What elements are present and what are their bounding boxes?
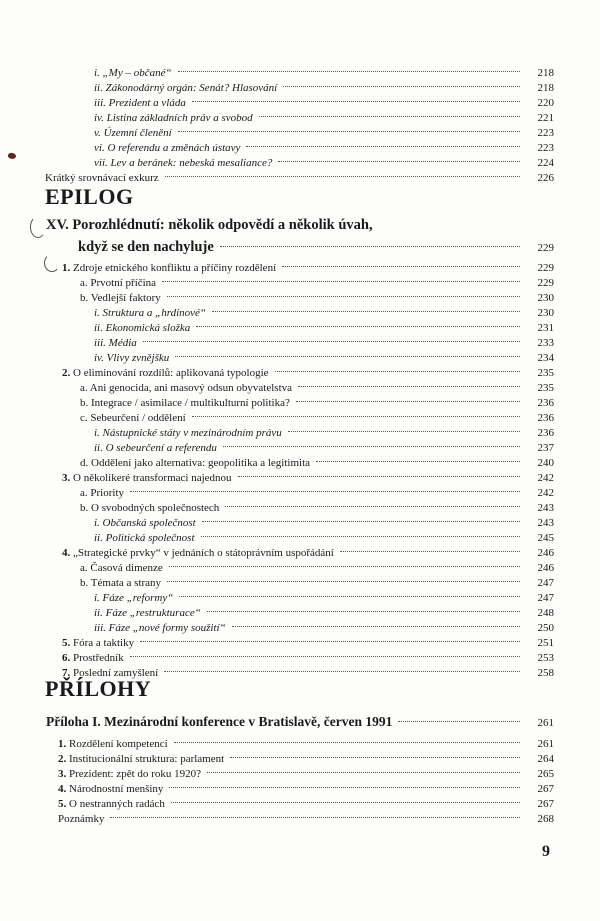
toc-entry-title: „Strategické prvky“ v jednáních o státoprávním uspořádání (73, 547, 334, 559)
toc-entry-page: 246 (537, 547, 554, 559)
dot-leader (169, 772, 520, 788)
toc-entry-page: 229 (537, 262, 554, 274)
toc-entry-page: 268 (537, 813, 554, 825)
toc-entry-number: 5. (58, 798, 67, 810)
toc-entry-number: 3. (62, 472, 71, 484)
toc-entry-title: Prostředník (73, 652, 124, 664)
dot-leader (130, 476, 520, 492)
annex-title (0, 710, 600, 728)
toc-entry-page: 237 (537, 442, 554, 454)
toc-entry-label (58, 812, 104, 827)
toc-entry-title: Krátký srovnávací exkurz (45, 172, 159, 184)
toc-entry-title: ii. O sebeurčení a referendu (94, 442, 217, 454)
toc-entry-title: Zdroje etnického konfliktu a příčiny rozdělení (73, 262, 277, 274)
dot-leader (192, 401, 520, 417)
toc-entry-page: 242 (537, 472, 554, 484)
toc-entry-page: 235 (537, 382, 554, 394)
toc-entry-page: 234 (537, 352, 554, 364)
toc-entry-page: 221 (537, 112, 554, 124)
toc-entry-title: iii. Prezident a vláda (94, 97, 186, 109)
toc-entry-page: 230 (537, 307, 554, 319)
toc-entry-title: vii. Lev a beránek: nebeská mesaliance? (94, 157, 273, 169)
toc-entry-page: 226 (537, 172, 554, 184)
dot-leader (167, 281, 520, 297)
toc-entry-number: 4. (58, 783, 67, 795)
toc-entry-page: 264 (537, 753, 554, 765)
toc-entry-page: 233 (537, 337, 554, 349)
toc-entry-page: 229 (537, 277, 554, 289)
dot-leader (164, 656, 520, 672)
pencil-circle-mark (44, 254, 60, 272)
toc-entry-title: Rozdělení kompetencí (69, 738, 168, 750)
dot-leader (178, 56, 520, 72)
toc-entry-page: 261 (537, 717, 554, 729)
toc-entry-title: Poslední zamyšlení (73, 667, 159, 679)
toc-entry (0, 165, 600, 184)
toc-entry-page: 235 (537, 367, 554, 379)
toc-entry-page: 236 (537, 412, 554, 424)
toc-entry-title: i. Struktura a „hrdinové“ (94, 307, 207, 319)
dot-leader (283, 71, 520, 87)
toc-entry-page: 236 (537, 427, 554, 439)
toc-entry-page: 265 (537, 768, 554, 780)
dot-leader (179, 581, 520, 597)
toc-entry-page: 267 (537, 783, 554, 795)
toc-entry-page: 253 (537, 652, 554, 664)
toc-entry-title: a. Ani genocida, ani masový odsun obyvatelstva (80, 382, 293, 394)
dot-leader (192, 86, 520, 102)
page-number: 9 (542, 843, 550, 860)
dot-leader (230, 742, 520, 758)
toc-entry-number: 1. (62, 262, 71, 274)
toc-entry-title: i. Nástupnické státy v mezinárodním právu (94, 427, 282, 439)
toc-entry-title: v. Územní členění (94, 127, 172, 139)
toc-entry-title: b. Témata a strany (80, 577, 162, 589)
dot-leader (174, 727, 520, 743)
toc-entry-page: 267 (537, 798, 554, 810)
toc-entry-page: 220 (537, 97, 554, 109)
dot-leader (340, 536, 520, 552)
toc-entry-title: b. Integrace / asimilace / multikulturní politika? (80, 397, 290, 409)
toc-entry-page: 218 (537, 67, 554, 79)
chapter-title-line2: když se den nachyluje (78, 239, 214, 255)
toc-entry-title: O několikeré transformaci najednou (73, 472, 232, 484)
toc-entry (0, 806, 600, 825)
toc-entry-title: ii. Politická společnost (94, 532, 195, 544)
toc-entry-title: iii. Média (94, 337, 137, 349)
dot-leader (162, 266, 520, 282)
toc-entry-title: i. Občanská společnost (94, 517, 196, 529)
toc-entry-title: iv. Vlivy zvnějšku (94, 352, 170, 364)
dot-leader (110, 802, 520, 818)
toc-entry (0, 660, 600, 679)
dot-leader (140, 626, 520, 642)
toc-entry-title: iii. Fáze „nové formy soužití“ (94, 622, 226, 634)
toc-entry-title: b. O svobodných společnostech (80, 502, 220, 514)
dot-leader (201, 521, 520, 537)
toc-entry-title: Institucionální struktura: parlament (69, 753, 225, 765)
dot-leader (167, 566, 520, 582)
toc-entry-title: iv. Listina základních práv a svobod (94, 112, 253, 124)
toc-entry-title: b. Vedlejší faktory (80, 292, 161, 304)
toc-entry-page: 261 (537, 738, 554, 750)
toc-entry-number: 2. (62, 367, 71, 379)
section-heading-epilog: EPILOG (45, 184, 134, 209)
toc-entry-title: ii. Ekonomická složka (94, 322, 191, 334)
toc-entry-title: a. Časová dimenze (80, 562, 163, 574)
toc-entry-title: a. Priority (80, 487, 124, 499)
dot-leader (207, 757, 520, 773)
toc-entry-page: 245 (537, 532, 554, 544)
dot-leader (275, 356, 520, 372)
toc-entry-title: a. Prvotní příčina (80, 277, 157, 289)
dot-leader (232, 611, 520, 627)
toc-entry-number: 5. (62, 637, 71, 649)
dot-leader (143, 326, 520, 342)
toc-entry-title: O nestranných radách (69, 798, 165, 810)
dot-leader (207, 596, 520, 612)
dot-leader (225, 491, 520, 507)
dot-leader (178, 116, 520, 132)
toc-entry-page: 229 (537, 242, 554, 254)
pencil-circle-mark (30, 216, 46, 238)
toc-entry-page: 247 (537, 592, 554, 604)
toc-entry-page: 223 (537, 127, 554, 139)
toc-entry-page: 236 (537, 397, 554, 409)
dot-leader (238, 461, 520, 477)
toc-entry-number: 3. (58, 768, 67, 780)
toc-entry-page: 231 (537, 322, 554, 334)
toc-entry-page: 218 (537, 82, 554, 94)
toc-entry-page: 224 (537, 157, 554, 169)
toc-entry-number: 1. (58, 738, 67, 750)
toc-entry-title: ii. Fáze „restrukturace“ (94, 607, 201, 619)
dot-leader (398, 706, 520, 722)
chapter-number: XV. (46, 217, 69, 233)
toc-entry-page: 250 (537, 622, 554, 634)
toc-entry-page: 223 (537, 142, 554, 154)
toc-entry-number: 6. (62, 652, 71, 664)
toc-entry-title: ii. Zákonodárný orgán: Senát? Hlasování (94, 82, 278, 94)
toc-entry-page: 258 (537, 667, 554, 679)
toc-entry-title: i. „My – občané“ (94, 67, 172, 79)
dot-leader (165, 161, 520, 177)
dot-leader (298, 371, 520, 387)
toc-entry-title: d. Oddělení jako alternativa: geopolitika a legitimita (80, 457, 311, 469)
toc-entry-page: 248 (537, 607, 554, 619)
dot-leader (223, 431, 520, 447)
dot-leader (175, 341, 520, 357)
dot-leader (278, 146, 520, 162)
dot-leader (130, 641, 520, 657)
dot-leader (316, 446, 520, 462)
dot-leader (296, 386, 520, 402)
toc-entry-title: c. Sebeurčení / oddělení (80, 412, 186, 424)
toc-entry-number: 7. (62, 667, 71, 679)
toc-entry-title: Prezident: zpět do roku 1920? (69, 768, 201, 780)
dot-leader (259, 101, 520, 117)
toc-entry-title: Příloha I. Mezinárodní konference v Bratislavě, červen 1991 (46, 714, 393, 729)
toc-entry-page: 251 (537, 637, 554, 649)
toc-entry-page: 243 (537, 517, 554, 529)
toc-entry-title: i. Fáze „reformy“ (94, 592, 174, 604)
toc-entry-title: Národnostní menšiny (69, 783, 164, 795)
dot-leader (171, 787, 520, 803)
toc-entry-page: 247 (537, 577, 554, 589)
toc-entry-title: O eliminování rozdílů: aplikovaná typologie (73, 367, 269, 379)
toc-entry-page: 230 (537, 292, 554, 304)
section-heading-prilohy: PŘÍLOHY (45, 676, 152, 701)
toc-entry-page: 246 (537, 562, 554, 574)
dot-leader (212, 296, 520, 312)
dot-leader (196, 311, 520, 327)
toc-entry-page: 240 (537, 457, 554, 469)
toc-entry-title: vi. O referendu a změnách ústavy (94, 142, 241, 154)
toc-entry-number: 2. (58, 753, 67, 765)
dot-leader (220, 231, 520, 247)
dot-leader (246, 131, 520, 147)
toc-entry-number: 4. (62, 547, 71, 559)
dot-leader (288, 416, 520, 432)
dot-leader (202, 506, 520, 522)
chapter-title-text: Porozhlédnutí: několik odpovědí a několik úvah, (72, 217, 373, 233)
toc-entry-page: 242 (537, 487, 554, 499)
dot-leader (169, 551, 520, 567)
toc-entry-page: 243 (537, 502, 554, 514)
dot-leader (282, 251, 520, 267)
toc-entry-title: Poznámky (58, 813, 105, 825)
toc-entry-title: Fóra a taktiky (73, 637, 135, 649)
